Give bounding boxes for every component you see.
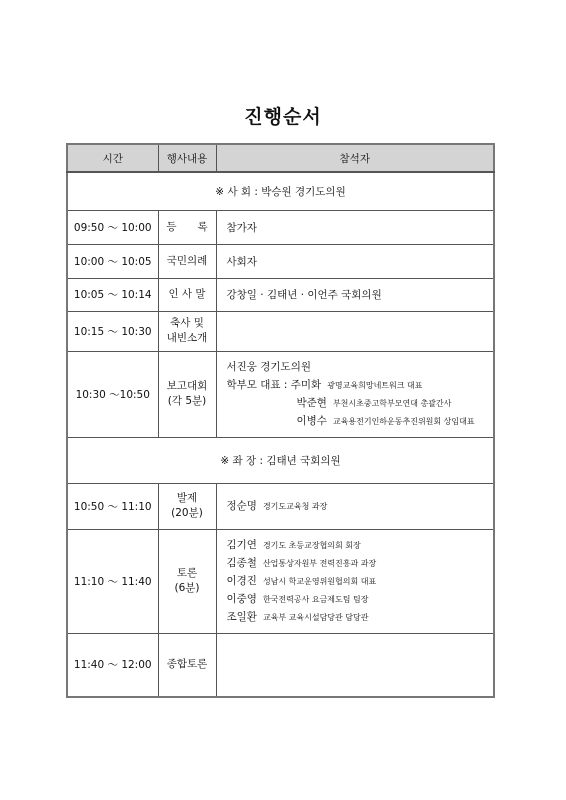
page-title: 진행순서 [244, 106, 322, 128]
time-cell: 10:15 ～ 10:30 [67, 311, 158, 351]
panelist-line [227, 590, 494, 608]
table-row [67, 351, 494, 437]
attendee-role: 광명교육희망네트워크 대표 [327, 381, 423, 390]
event-line: 내빈소개 [166, 332, 208, 344]
attendee-role: 교육용전기인하운동추진위원회 상임대표 [332, 417, 475, 426]
time-cell: 10:50 ～ 11:10 [67, 483, 158, 529]
attendee-cell [216, 483, 494, 529]
chair-row [67, 437, 494, 483]
event-line: (20분) [171, 507, 203, 519]
event-line: 축사 및 [170, 317, 204, 329]
attendee-line: 서진웅 경기도의원 [226, 361, 311, 373]
parent-rep-label: 학부모 대표 : [226, 379, 291, 391]
table-row [67, 278, 494, 311]
attendee-role: 경기도교육청 과장 [262, 502, 328, 511]
moderator-row [67, 172, 494, 210]
time-cell: 10:30 ～10:50 [67, 351, 158, 437]
attendee-line [227, 412, 494, 430]
event-cell [158, 351, 216, 437]
attendee-line [227, 394, 494, 412]
table-row [67, 633, 494, 697]
event-cell [158, 529, 216, 633]
time-cell: 09:50 ～ 10:00 [67, 210, 158, 244]
event-line: 토론 [176, 567, 198, 579]
table-row [67, 311, 494, 351]
attendee-line [227, 376, 494, 394]
attendee-cell: 강창일 · 김태년 · 이언주 국회의원 [216, 278, 494, 311]
attendee-name: 이병수 [296, 415, 327, 427]
panelist-line [227, 608, 494, 626]
event-cell: 인 사 말 [158, 278, 216, 311]
panelist-line [227, 572, 494, 590]
header-time: 시간 [67, 144, 158, 172]
event-line: (6분) [174, 582, 200, 594]
time-cell: 10:05 ～ 10:14 [67, 278, 158, 311]
attendee-cell: 참가자 [216, 210, 494, 244]
header-row [67, 144, 494, 172]
attendee-role: 부천시초중고학부모연대 총괄간사 [332, 399, 452, 408]
event-line: (각 5분) [167, 395, 207, 407]
panelist-line [227, 536, 494, 554]
schedule-table [66, 143, 495, 698]
attendee-line [227, 497, 494, 515]
attendee-name: 정순명 [226, 500, 257, 512]
table-row [67, 210, 494, 244]
attendee-cell: 사회자 [216, 244, 494, 278]
attendee-name: 주미화 [290, 379, 322, 391]
panelist-name: 김종철 [226, 557, 257, 569]
event-cell: 국민의례 [158, 244, 216, 278]
panelist-name: 김기연 [226, 539, 257, 551]
header-attendees: 참석자 [216, 144, 494, 172]
event-line: 발제 [176, 492, 198, 504]
header-event: 행사내용 [158, 144, 216, 172]
time-cell: 11:40 ～ 12:00 [67, 633, 158, 697]
event-cell: 종합토론 [158, 633, 216, 697]
event-cell [158, 483, 216, 529]
event-cell: 등 록 [158, 210, 216, 244]
attendee-name: 박준현 [296, 397, 327, 409]
event-cell [158, 311, 216, 351]
time-cell: 10:00 ～ 10:05 [67, 244, 158, 278]
panelist-role: 경기도 초등교장협의회 회장 [262, 541, 361, 550]
panelist-name: 이경진 [226, 575, 257, 587]
attendee-cell [216, 529, 494, 633]
attendee-cell [216, 311, 494, 351]
panelist-role: 성남시 학교운영위원협의회 대표 [262, 577, 377, 586]
event-line: 보고대회 [166, 380, 208, 392]
panelist-line [227, 554, 494, 572]
panelist-name: 이중영 [226, 593, 257, 605]
attendee-cell [216, 633, 494, 697]
panelist-name: 조일환 [226, 611, 257, 623]
panelist-role: 산업통상자원부 전력진흥과 과장 [262, 559, 377, 568]
panelist-role: 교육부 교육시설담당관 담당관 [262, 613, 369, 622]
table-row [67, 529, 494, 633]
chair-text: ※ 좌 장 : 김태년 국회의원 [67, 437, 494, 483]
time-cell: 11:10 ～ 11:40 [67, 529, 158, 633]
panelist-role: 한국전력공사 요금제도팀 팀장 [262, 595, 369, 604]
attendee-cell [216, 351, 494, 437]
table-row [67, 244, 494, 278]
table-row [67, 483, 494, 529]
moderator-text: ※ 사 회 : 박승원 경기도의원 [67, 172, 494, 210]
